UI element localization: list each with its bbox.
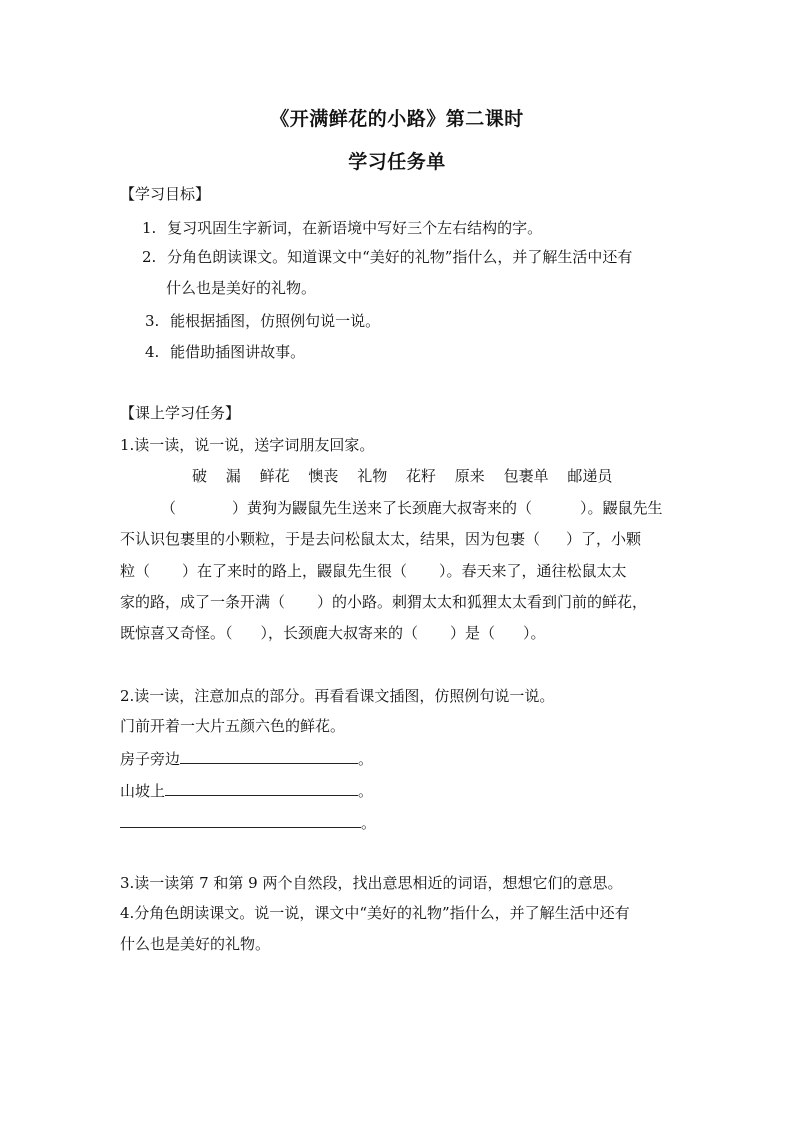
word-bank-item: 原来 bbox=[454, 467, 485, 485]
word-bank-item: 破 bbox=[192, 467, 208, 485]
cloze-line-1: （ ）黄狗为鼹鼠先生送来了长颈鹿大叔寄来的（ ）。鼹鼠先生 bbox=[161, 499, 663, 517]
task2-title: 2.读一读，注意加点的部分。再看看课文插图，仿照例句说一说。 bbox=[120, 687, 555, 705]
objective-item-2-continuation: 什么也是美好的礼物。 bbox=[166, 279, 317, 297]
objective-number: 3. bbox=[145, 312, 160, 330]
task2-answer-line-3: 。 bbox=[120, 812, 376, 833]
task1-title: 1.读一读，说一说，送字词朋友回家。 bbox=[120, 436, 375, 454]
task2-example: 门前开着一大片五颜六色的鲜花。 bbox=[120, 717, 346, 735]
word-bank-item: 漏 bbox=[225, 467, 241, 485]
objective-text: 分角色朗读课文。知道课文中“美好的礼物”指什么，并了解生活中还有 bbox=[167, 248, 633, 266]
task2-answer-line-1: 房子旁边 。 bbox=[120, 750, 374, 768]
task3-title: 3.读一读第 7 和第 9 两个自然段，找出意思相近的词语，想想它们的意思。 bbox=[120, 874, 623, 892]
task4-continuation: 什么也是美好的礼物。 bbox=[120, 935, 271, 953]
word-bank-item: 邮递员 bbox=[567, 467, 613, 485]
answer-blank[interactable] bbox=[165, 780, 358, 796]
word-bank-item: 礼物 bbox=[357, 467, 388, 485]
objective-item-2 bbox=[142, 247, 632, 267]
word-bank-item: 鲜花 bbox=[259, 467, 290, 485]
word-bank-item: 花籽 bbox=[405, 467, 436, 485]
cloze-line-4: 家的路，成了一条开满（ ）的小路。刺猬太太和狐狸太太看到门前的鲜花， bbox=[120, 593, 648, 611]
objective-item-1 bbox=[142, 218, 542, 238]
word-bank bbox=[192, 466, 626, 486]
objective-number: 1. bbox=[142, 219, 157, 237]
objective-text: 能借助插图讲故事。 bbox=[170, 343, 306, 361]
word-bank-item: 懊丧 bbox=[308, 467, 339, 485]
cloze-line-3: 粒（ ）在了来时的路上，鼹鼠先生很（ ）。春天来了，通往松鼠太太 bbox=[120, 562, 627, 580]
objective-item-3 bbox=[145, 311, 380, 331]
word-bank-item: 包裹单 bbox=[503, 467, 549, 485]
cloze-line-2: 不认识包裹里的小颗粒，于是去问松鼠太太，结果，因为包裹（ ）了，小颗 bbox=[120, 530, 642, 548]
tasks-header: 【课上学习任务】 bbox=[120, 404, 241, 422]
task2-answer-line-2: 山坡上 。 bbox=[120, 782, 374, 800]
objective-number: 4. bbox=[145, 343, 160, 361]
cloze-line-5: 既惊喜又奇怪。（ ），长颈鹿大叔寄来的（ ）是（ ）。 bbox=[120, 624, 546, 642]
page-subtitle: 学习任务单 bbox=[348, 151, 446, 173]
task4-title: 4.分角色朗读课文。说一说，课文中“美好的礼物”指什么，并了解生活中还有 bbox=[120, 904, 630, 922]
objectives-header: 【学习目标】 bbox=[120, 185, 211, 203]
page-title: 《开满鲜花的小路》第二课时 bbox=[270, 108, 524, 130]
objective-text: 能根据插图，仿照例句说一说。 bbox=[170, 312, 381, 330]
objective-item-4 bbox=[145, 342, 305, 362]
answer-blank[interactable] bbox=[120, 812, 361, 828]
objective-text: 复习巩固生字新词，在新语境中写好三个左右结构的字。 bbox=[167, 219, 543, 237]
answer-blank[interactable] bbox=[180, 748, 358, 764]
objective-number: 2. bbox=[142, 248, 157, 266]
